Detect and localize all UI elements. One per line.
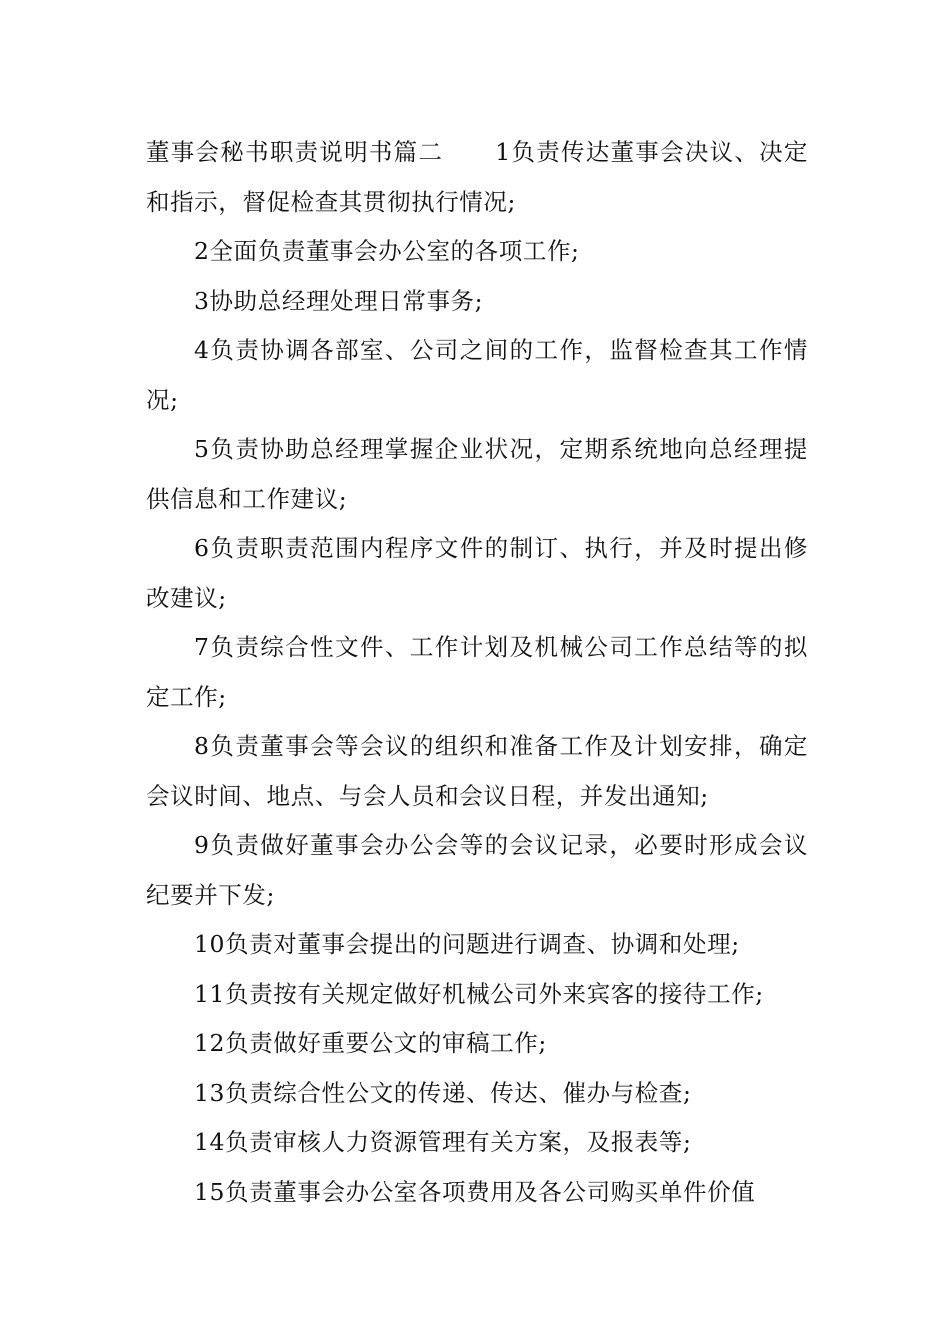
paragraph-1 [146,128,808,227]
document-heading: 董事会秘书职责说明书篇二 [146,138,444,166]
paragraph-text: 1负责传达董事会决议、决定和指示，督促检查其贯彻执行情况; [146,138,808,216]
paragraph-9: 9负责做好董事会办公会等的会议记录，必要时形成会议纪要并下发; [146,831,808,909]
paragraph-5: 5负责协助总经理掌握企业状况，定期系统地向总经理提供信息和工作建议; [146,435,808,513]
paragraph-6: 6负责职责范围内程序文件的制订、执行，并及时提出修改建议; [146,534,808,612]
paragraph-10: 10负责对董事会提出的问题进行调查、协调和处理; [194,930,740,958]
paragraph-4: 4负责协调各部室、公司之间的工作，监督检查其工作情况; [146,336,808,414]
paragraph-3: 3协助总经理处理日常事务; [194,286,484,315]
paragraph-15: 15负责董事会办公室各项费用及各公司购买单件价值 [194,1177,756,1206]
paragraph-7: 7负责综合性文件、工作计划及机械公司工作总结等的拟定工作; [146,633,808,711]
paragraph-11: 11负责按有关规定做好机械公司外来宾客的接待工作; [194,979,764,1008]
paragraph-12: 12负责做好重要公文的审稿工作; [194,1029,547,1057]
paragraph-2: 2全面负责董事会办公室的各项工作; [194,237,580,265]
document-body [146,128,808,1217]
paragraph-14: 14负责审核人力资源管理有关方案，及报表等; [194,1128,692,1156]
paragraph-13: 13负责综合性公文的传递、传达、催办与检查; [194,1078,692,1107]
paragraph-8: 8负责董事会等会议的组织和准备工作及计划安排，确定会议时间、地点、与会人员和会议日程，并发出通知; [146,732,808,810]
